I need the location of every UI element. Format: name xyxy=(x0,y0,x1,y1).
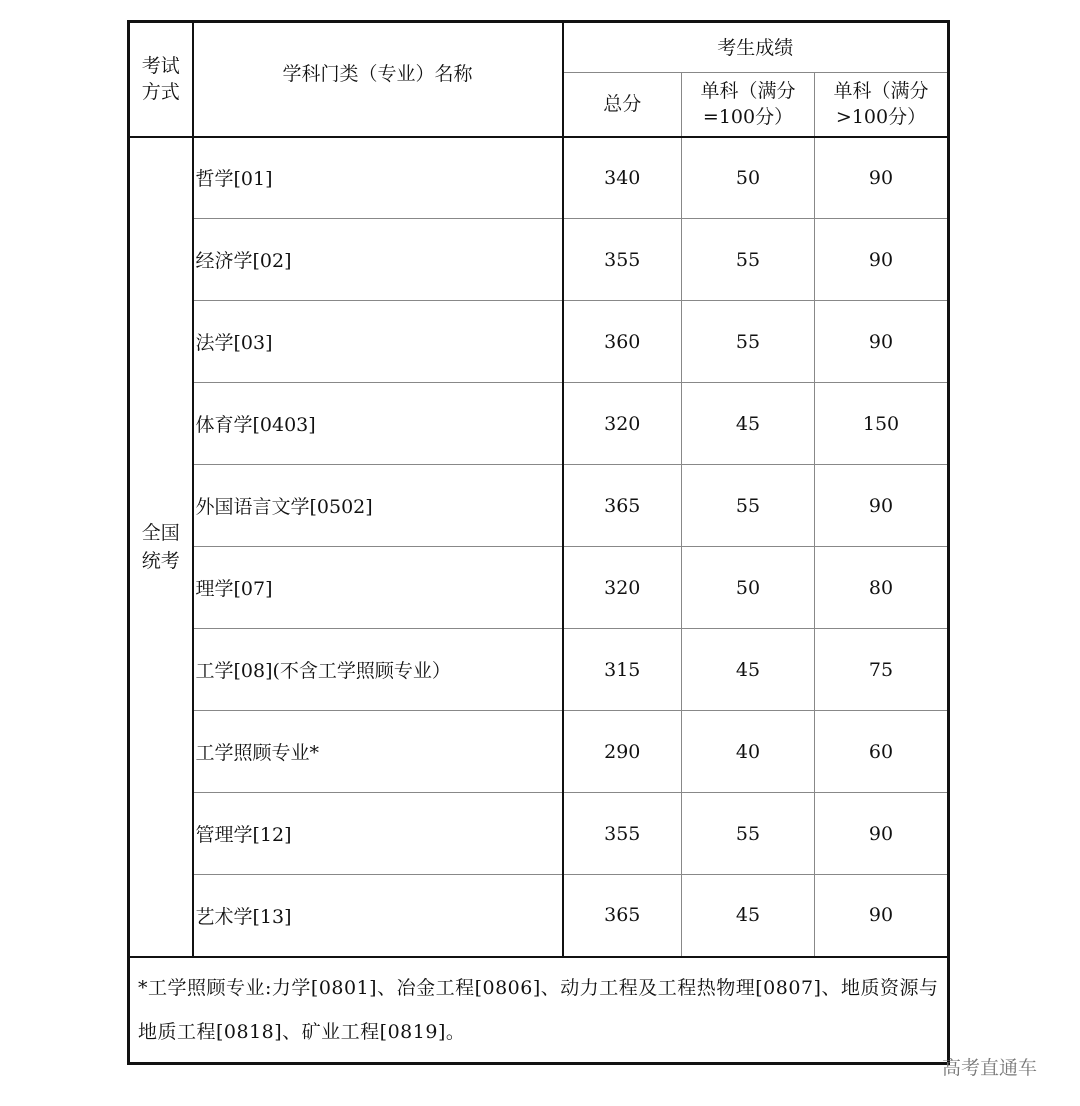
subject-name: 工学照顾专业* xyxy=(193,711,563,793)
subject-name: 体育学[0403] xyxy=(193,383,563,465)
total-score: 320 xyxy=(563,383,682,465)
exam-mode-cell: 全国统考 xyxy=(129,137,193,957)
watermark: 高考直通车 xyxy=(942,1057,1038,1079)
subject-name: 经济学[02] xyxy=(193,219,563,301)
table-row xyxy=(129,875,949,957)
header-single-gt100: 单科（满分>100分） xyxy=(815,73,949,137)
table-row xyxy=(129,219,949,301)
total-score: 355 xyxy=(563,793,682,875)
header-scores: 考生成绩 xyxy=(563,22,949,73)
single-gt100-score: 90 xyxy=(815,793,949,875)
single-gt100-score: 90 xyxy=(815,465,949,547)
single-gt100-score: 60 xyxy=(815,711,949,793)
single-100-score: 45 xyxy=(682,875,815,957)
single-100-score: 55 xyxy=(682,465,815,547)
table-row xyxy=(129,793,949,875)
single-gt100-score: 90 xyxy=(815,301,949,383)
score-table xyxy=(127,20,950,1065)
subject-name: 外国语言文学[0502] xyxy=(193,465,563,547)
table-row xyxy=(129,301,949,383)
single-gt100-score: 90 xyxy=(815,219,949,301)
subject-name: 理学[07] xyxy=(193,547,563,629)
single-gt100-score: 90 xyxy=(868,904,894,927)
header-subject: 学科门类（专业）名称 xyxy=(193,22,563,137)
subject-name: 法学[03] xyxy=(193,301,563,383)
table-row xyxy=(129,383,949,465)
total-score: 365 xyxy=(563,875,682,957)
table-row xyxy=(129,547,949,629)
single-100-score: 55 xyxy=(682,219,815,301)
table-row xyxy=(129,465,949,547)
subject-name: 工学[08](不含工学照顾专业） xyxy=(193,629,563,711)
total-score: 360 xyxy=(563,301,682,383)
total-score: 320 xyxy=(563,547,682,629)
table-row xyxy=(129,137,949,219)
single-100-score: 55 xyxy=(682,301,815,383)
single-100-score: 45 xyxy=(682,383,815,465)
header-single-100: 单科（满分=100分） xyxy=(682,73,815,137)
header-total: 总分 xyxy=(563,73,682,137)
total-score: 340 xyxy=(563,137,682,219)
single-gt100-score: 80 xyxy=(815,547,949,629)
single-100-score: 40 xyxy=(682,711,815,793)
single-100-score: 50 xyxy=(682,137,815,219)
single-100-score: 55 xyxy=(682,793,815,875)
single-100-score: 45 xyxy=(682,629,815,711)
total-score: 290 xyxy=(563,711,682,793)
subject-name: 哲学[01] xyxy=(193,137,563,219)
footnote: *工学照顾专业:力学[0801]、冶金工程[0806]、动力工程及工程热物理[0807]、地质资源与地质工程[0818]、矿业工程[0819]。 xyxy=(129,957,949,1064)
single-gt100-score: 150 xyxy=(815,383,949,465)
total-score: 315 xyxy=(563,629,682,711)
total-score: 365 xyxy=(563,465,682,547)
single-gt100-score: 75 xyxy=(815,629,949,711)
subject-name: 艺术学[13] xyxy=(193,875,563,957)
total-score: 355 xyxy=(563,219,682,301)
single-100-score: 50 xyxy=(682,547,815,629)
single-gt100-score: 90 xyxy=(815,137,949,219)
table-row xyxy=(129,711,949,793)
subject-name: 管理学[12] xyxy=(193,793,563,875)
header-exam-mode: 考试方式 xyxy=(129,22,193,137)
table-row xyxy=(129,629,949,711)
